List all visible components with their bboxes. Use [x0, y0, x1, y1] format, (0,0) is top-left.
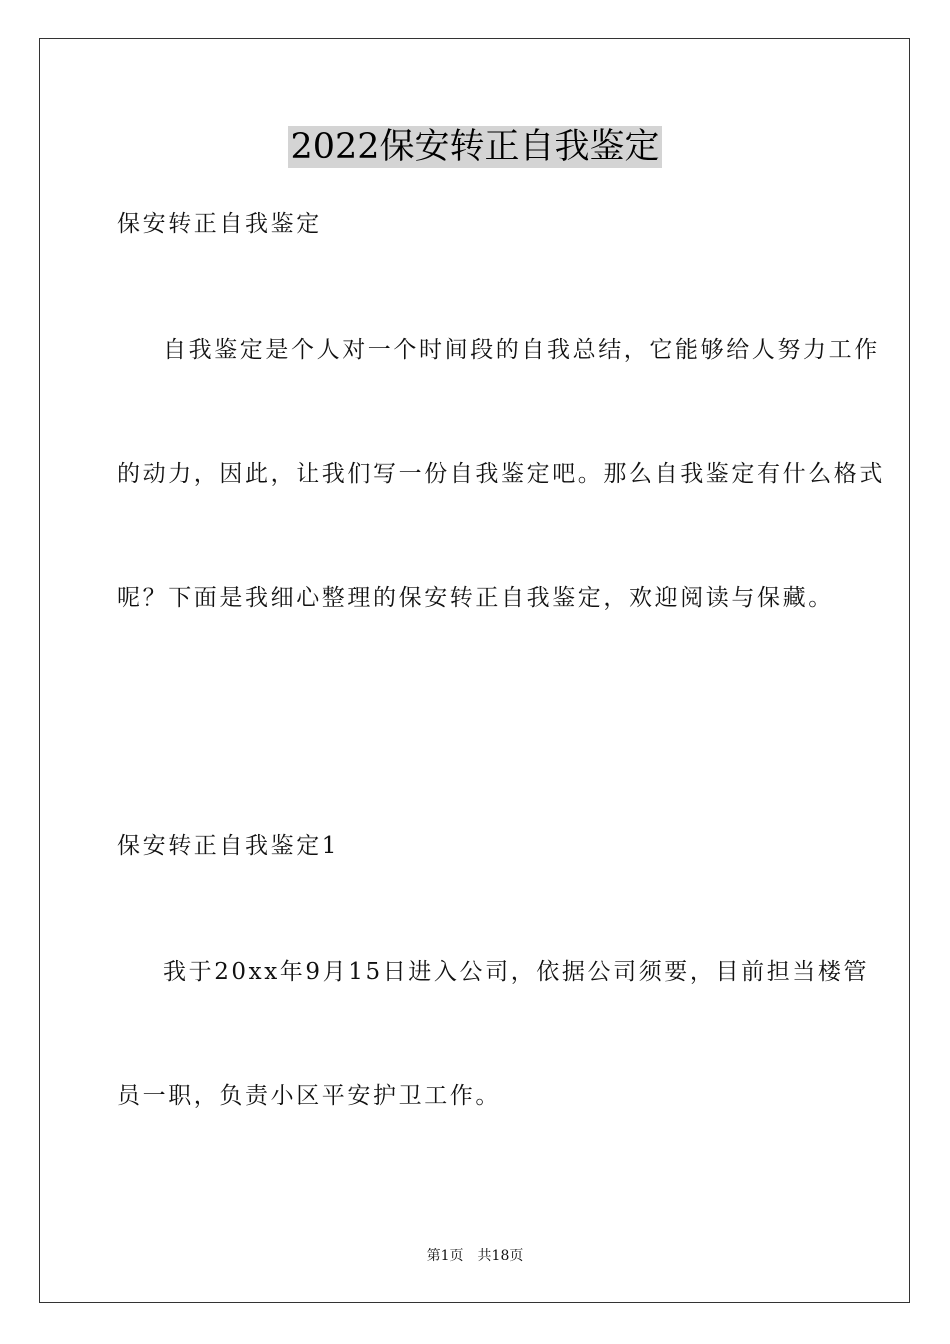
section-line-2: 员一职，负责小区平安护卫工作。: [117, 1083, 501, 1109]
intro-line-3: 呢？下面是我细心整理的保安转正自我鉴定，欢迎阅读与保藏。: [117, 585, 834, 611]
intro-line-1: 自我鉴定是个人对一个时间段的自我总结，它能够给人努力工作: [163, 337, 880, 363]
document-subtitle: 保安转正自我鉴定: [117, 211, 322, 237]
page-number: 第1页: [426, 1248, 464, 1264]
page-footer: [0, 1246, 950, 1266]
title-container: [0, 126, 950, 168]
intro-line-2: 的动力，因此，让我们写一份自我鉴定吧。那么自我鉴定有什么格式: [117, 461, 885, 487]
document-title: 2022保安转正自我鉴定: [290, 127, 660, 167]
total-pages: 共18页: [477, 1248, 524, 1264]
section-heading: 保安转正自我鉴定1: [117, 833, 340, 859]
section-line-1: 我于20xx年9月15日进入公司，依据公司须要，目前担当楼管: [163, 959, 870, 985]
